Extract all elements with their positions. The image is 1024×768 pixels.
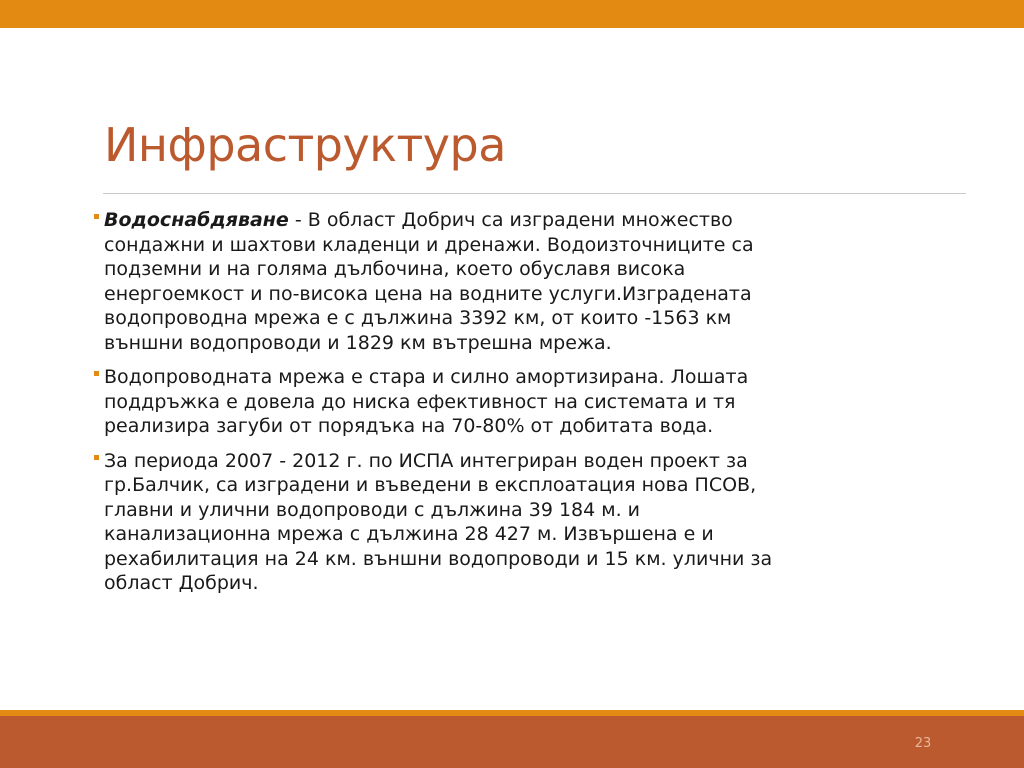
bullet-line: сондажни и шахтови кладенци и дренажи. Водоизточниците са — [104, 233, 754, 256]
bullet-lead-text: Водоснабдяване — [104, 209, 289, 231]
bullet-line: подземни и на голяма дълбочина, което обуславя висока — [104, 258, 686, 280]
bullet-line — [104, 208, 914, 233]
title-divider — [103, 193, 966, 194]
square-bullet-icon — [94, 371, 99, 376]
bullet-line: област Добрич. — [104, 572, 259, 594]
bullet-line: гр.Балчик, са изградени и въведени в експлоатация нова ПСОВ, — [104, 474, 757, 496]
bullet-line: външни водопроводи и 1829 км вътрешна мрежа. — [104, 331, 612, 354]
bullet-line: реализира загуби от порядъка на 70-80% от добитата вода. — [104, 415, 714, 437]
page-number: 23 — [914, 736, 932, 751]
bullet-line: канализационна мрежа с дължина 28 427 м. Извършена е и — [104, 523, 714, 545]
slide-title: Инфраструктура — [104, 118, 506, 172]
bullet-line: главни и улични водопроводи с дължина 39 184 м. и — [104, 498, 641, 521]
square-bullet-icon — [94, 214, 99, 219]
bullet-text: - В област Добрич са изградени множество — [288, 209, 733, 231]
footer-bar — [0, 716, 1024, 768]
bullet-line: поддръжка е довела до ниска ефективност на системата и тя — [104, 390, 736, 413]
bullet-ispa-project — [94, 449, 914, 596]
bullet-line: водопроводна мрежа е с дължина 3392 км, от които -1563 км — [104, 307, 732, 329]
square-bullet-icon — [94, 455, 99, 460]
bullet-line: рехабилитация на 24 км. външни водопроводи и 15 км. улични за — [104, 547, 773, 570]
bullet-network-condition — [94, 365, 914, 439]
bullet-line: За периода 2007 - 2012 г. по ИСПА интегриран воден проект за — [104, 449, 748, 472]
bullet-line: енергоемкост и по-висока цена на водните услуги.Изградената — [104, 282, 752, 305]
slide-content — [94, 208, 914, 606]
bullet-line: Водопроводната мрежа е стара и силно амортизирана. Лошата — [104, 366, 749, 388]
bullet-water-supply — [94, 208, 914, 355]
top-accent-bar — [0, 0, 1024, 28]
